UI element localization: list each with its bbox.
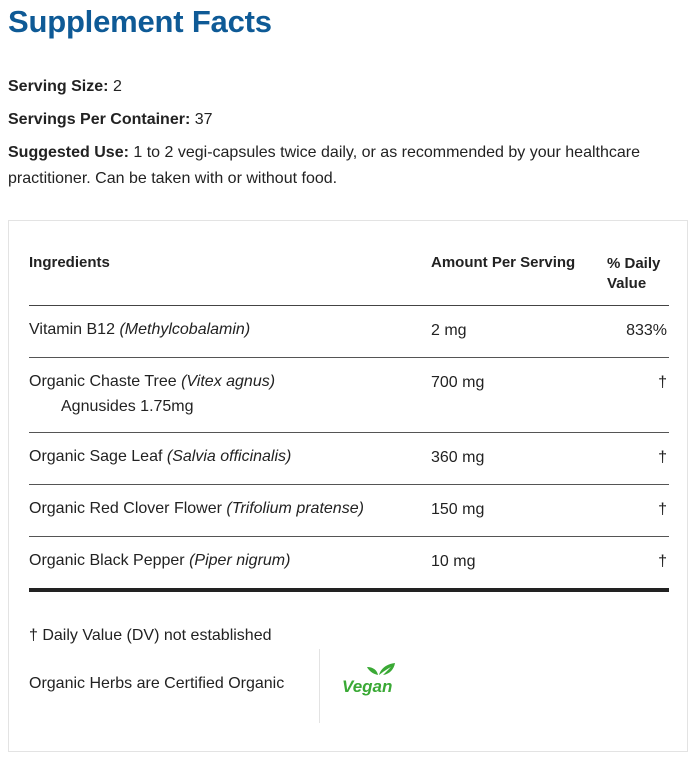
servings-per-container-value: 37	[194, 111, 213, 128]
header-daily-value: % Daily Value	[607, 255, 661, 292]
page-title: Supplement Facts	[8, 4, 272, 39]
ingredient-daily-value: †	[658, 553, 667, 570]
suggested-use-value: 1 to 2 vegi-capsules twice daily, or as recommended by your healthcare practitioner. Can be taken with or without food.	[8, 144, 640, 187]
table-row-ingredient	[29, 448, 291, 466]
ingredient-latin: (Salvia officinalis)	[166, 448, 292, 465]
ingredient-latin: (Piper nigrum)	[189, 552, 291, 569]
vegan-leaf-icon	[341, 663, 401, 697]
header-divider	[29, 305, 669, 306]
ingredient-name: Vitamin B12	[29, 321, 115, 338]
row-divider	[29, 484, 669, 485]
ingredient-amount: 10 mg	[431, 553, 476, 570]
row-divider	[29, 432, 669, 433]
table-row-ingredient	[29, 321, 250, 339]
ingredient-name: Organic Red Clover Flower	[29, 500, 222, 517]
footer-divider	[319, 649, 320, 723]
suggested-use	[8, 140, 688, 192]
table-row-ingredient	[29, 500, 364, 518]
ingredient-latin: (Trifolium pratense)	[226, 500, 364, 517]
ingredient-daily-value: †	[658, 374, 667, 391]
table-row-ingredient	[29, 552, 290, 570]
suggested-use-label: Suggested Use:	[8, 144, 129, 161]
table-bottom-rule	[29, 588, 669, 592]
servings-per-container	[8, 107, 213, 133]
supplement-facts-table	[8, 220, 688, 752]
serving-size-value: 2	[112, 78, 122, 95]
serving-size	[8, 74, 122, 100]
row-divider	[29, 536, 669, 537]
ingredient-latin: (Methylcobalamin)	[119, 321, 251, 338]
ingredient-daily-value: †	[658, 449, 667, 466]
ingredient-subcomponent: Agnusides 1.75mg	[61, 398, 194, 415]
header-amount: Amount Per Serving	[431, 254, 576, 271]
ingredient-latin: (Vitex agnus)	[181, 373, 276, 390]
serving-size-label: Serving Size:	[8, 78, 109, 95]
table-row-ingredient	[29, 373, 275, 391]
ingredient-amount: 2 mg	[431, 322, 467, 339]
dv-footnote: † Daily Value (DV) not established	[29, 627, 272, 644]
ingredient-name: Organic Sage Leaf	[29, 448, 163, 465]
vegan-badge-text: Vegan	[342, 677, 393, 696]
ingredient-name: Organic Black Pepper	[29, 552, 185, 569]
servings-per-container-label: Servings Per Container:	[8, 111, 191, 128]
organic-footnote: Organic Herbs are Certified Organic	[29, 675, 285, 692]
ingredient-daily-value: †	[658, 501, 667, 518]
ingredient-amount: 700 mg	[431, 374, 485, 391]
ingredient-amount: 360 mg	[431, 449, 485, 466]
header-ingredients: Ingredients	[29, 254, 110, 271]
ingredient-amount: 150 mg	[431, 501, 485, 518]
row-divider	[29, 357, 669, 358]
ingredient-daily-value: 833%	[626, 322, 667, 339]
ingredient-name: Organic Chaste Tree	[29, 373, 177, 390]
